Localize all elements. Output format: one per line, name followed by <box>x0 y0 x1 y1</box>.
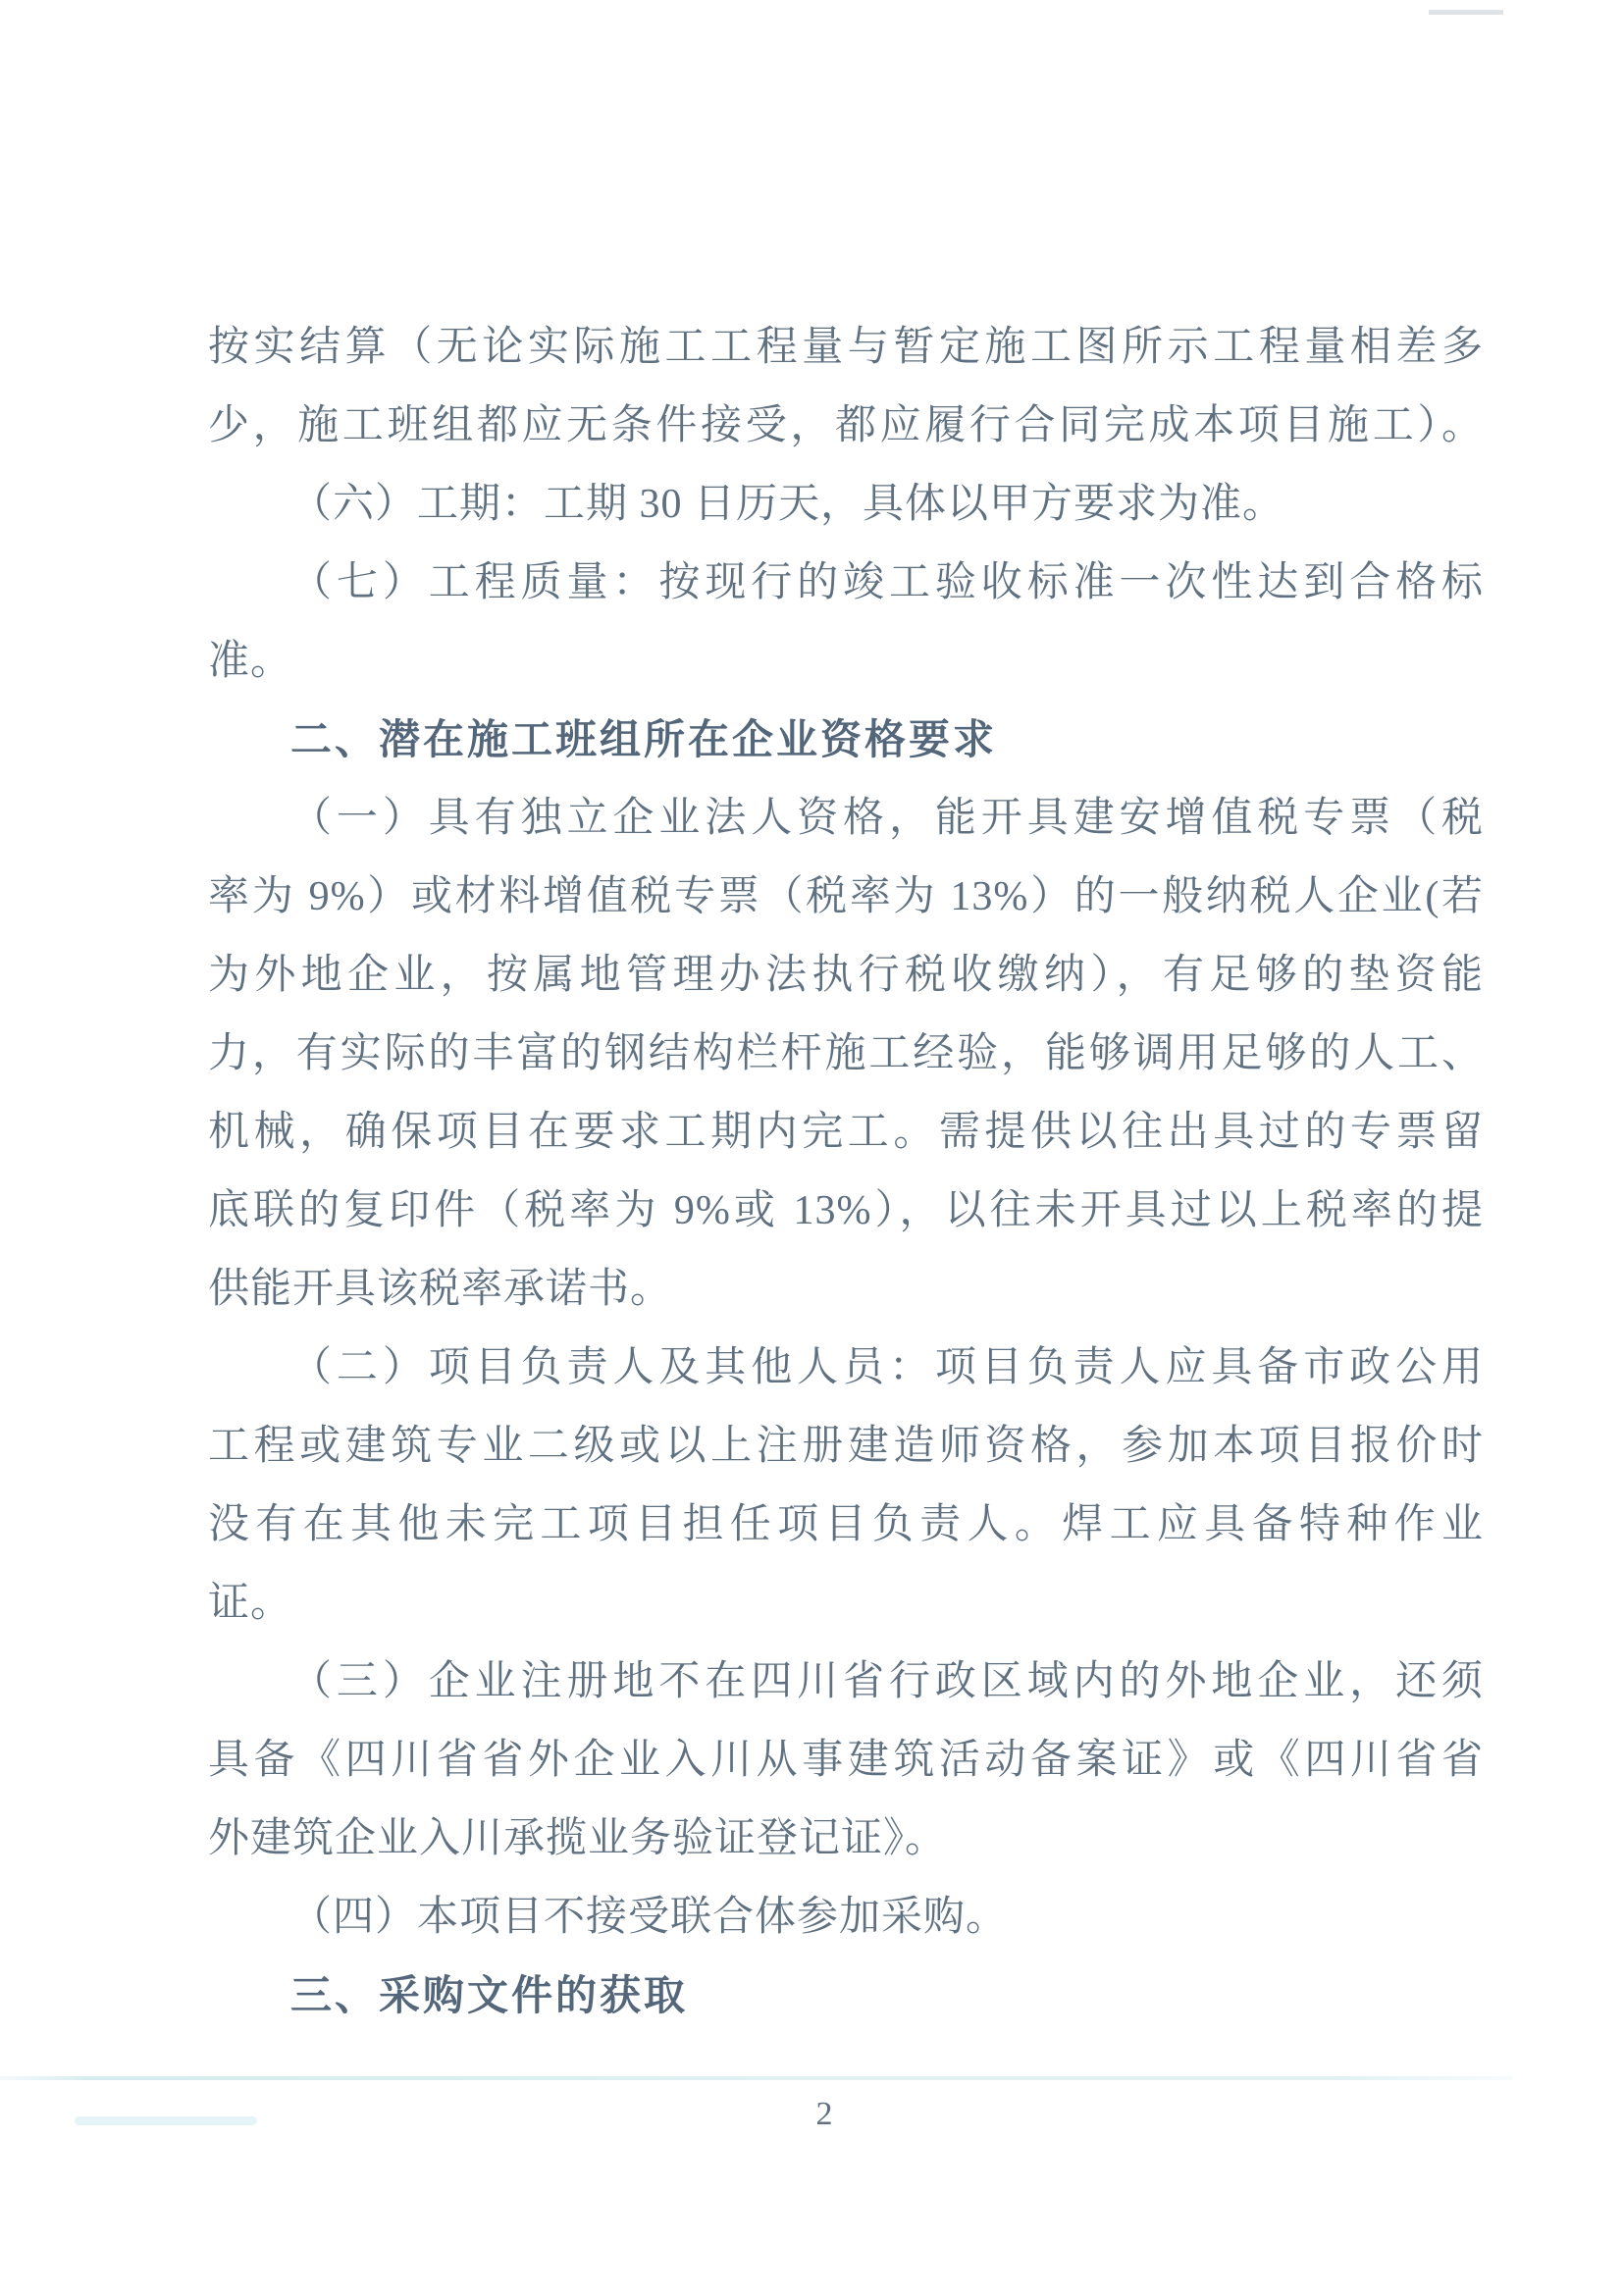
text-line: （一）具有独立企业法人资格，能开具建安增值税专票（税 <box>290 796 1484 841</box>
text-line: （七）工程质量：按现行的竣工验收标准一次性达到合格标 <box>290 560 1484 605</box>
text-line: 准。 <box>208 639 293 684</box>
text-line: 按实结算（无论实际施工工程量与暂定施工图所示工程量相差多 <box>208 325 1484 370</box>
text-line: 没有在其他未完工项目担任项目负责人。焊工应具备特种作业 <box>208 1502 1484 1547</box>
text-line: 为外地企业，按属地管理办法执行税收缴纳），有足够的垫资能 <box>208 953 1484 998</box>
text-line: 率为 9%）或材料增值税专票（税率为 13%）的一般纳税人企业(若 <box>208 874 1484 919</box>
text-line: 力，有实际的丰富的钢结构栏杆施工经验，能够调用足够的人工、 <box>208 1031 1484 1076</box>
section-heading: 二、潜在施工班组所在企业资格要求 <box>290 716 998 762</box>
text-line: （四）本项目不接受联合体参加采购。 <box>290 1895 1009 1940</box>
scan-artifact-dash <box>1429 10 1503 15</box>
text-line: 少，施工班组都应无条件接受，都应履行合同完成本项目施工）。 <box>208 403 1484 448</box>
scan-artifact-line <box>0 2076 1513 2080</box>
page-number: 2 <box>815 2096 833 2132</box>
text-line: 外建筑企业入川承揽业务验证登记证》。 <box>208 1816 948 1861</box>
text-line: 供能开具该税率承诺书。 <box>208 1267 673 1312</box>
text-line: 底联的复印件（税率为 9%或 13%），以往未开具过以上税率的提 <box>208 1188 1484 1233</box>
text-line: （六）工期：工期 30 日历天，具体以甲方要求为准。 <box>290 482 1285 527</box>
text-line: 工程或建筑专业二级或以上注册建造师资格，参加本项目报价时 <box>208 1424 1484 1469</box>
text-line: 具备《四川省省外企业入川从事建筑活动备案证》或《四川省省 <box>208 1738 1484 1783</box>
section-heading: 三、采购文件的获取 <box>290 1972 689 2018</box>
document-body <box>208 308 1484 2035</box>
text-line: 机械，确保项目在要求工期内完工。需提供以往出具过的专票留 <box>208 1110 1484 1155</box>
text-line: （二）项目负责人及其他人员：项目负责人应具备市政公用 <box>290 1345 1484 1390</box>
text-line: 证。 <box>208 1581 293 1626</box>
text-line: （三）企业注册地不在四川省行政区域内的外地企业，还须 <box>290 1659 1484 1704</box>
